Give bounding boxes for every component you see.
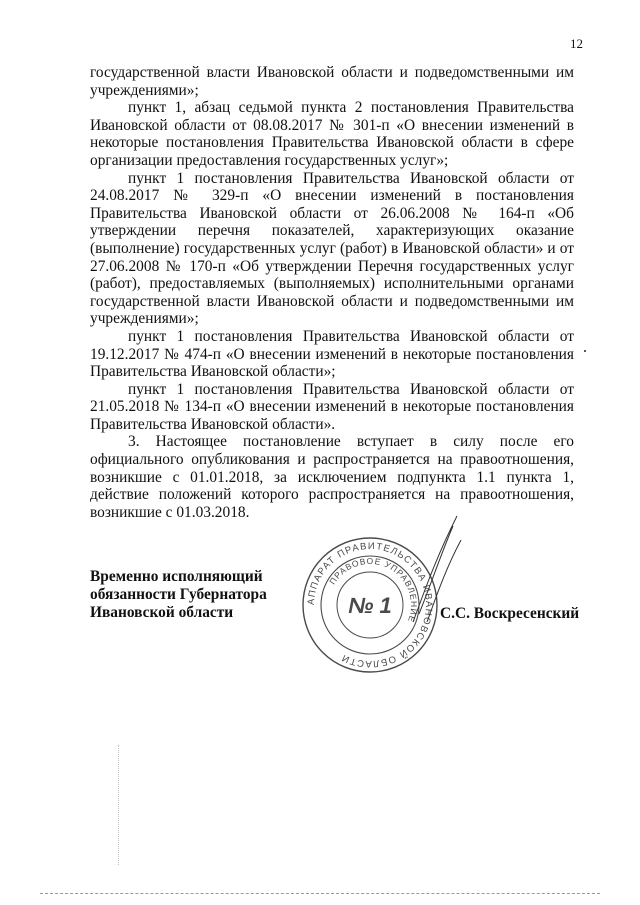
signatory-title — [90, 568, 267, 622]
stamp-outer-text: АППАРАТ ПРАВИТЕЛЬСТВА ИВАНОВСКОЙ ОБЛАСТИ — [305, 540, 435, 670]
scan-artifact — [584, 350, 586, 352]
scan-artifact — [118, 745, 121, 865]
signatory-name: С.С. Воскресенский — [440, 605, 580, 622]
stamp-inner-text: ПРАВОВОЕ УПРАВЛЕНИЕ — [327, 555, 420, 625]
signatory-title-line: Ивановской области — [90, 604, 234, 621]
stamp-number: № 1 — [348, 593, 392, 618]
paragraph: пункт 1 постановления Правительства Ивановской области от 19.12.2017 № 474-п «О внесении изменений в некоторые постановления Правительства Ивановской области»; — [90, 327, 574, 381]
signatory-title-line: обязанности Губернатора — [90, 586, 267, 603]
signatory-title-line: Временно исполняющий — [90, 568, 263, 585]
paragraph: пункт 1 постановления Правительства Ивановской области от 21.05.2018 № 134-п «О внесении изменений в некоторые постановления Правительства Ивановской области». — [90, 380, 574, 433]
paragraph: 3. Настоящее постановление вступает в силу после его официального опубликования и распространяется на правоотношения, возникшие с 01.01.2018, за исключением подпункта 1.1 пункта 1, действие положений которого распространяется на правоотношения, возникшие с 01.03.2018. — [90, 433, 574, 521]
paragraph: пункт 1, абзац седьмой пункта 2 постановления Правительства Ивановской области от 08.08.2017 № 301-п «О внесении изменений в некоторые постановления Правительства Ивановской области в сфере организации предоставления государственных услуг»; — [90, 99, 574, 169]
document-body — [90, 64, 574, 521]
paragraph: государственной власти Ивановской области и подведомственными им учреждениями»; — [90, 64, 574, 99]
paragraph: пункт 1 постановления Правительства Ивановской области от 24.08.2017 № 329-п «О внесении изменений в постановления Правительства Ивановской области от 26.06.2008 № 164-п «Об утверждении перечня показателей, характеризующих оказание (выполнение) государственных услуг (работ) в Ивановской области» и от 27.06.2008 № 170-п «Об утверждении Перечня государственных услуг (работ), предоставляемых (выполняемых) исполнительными органами государственной власти Ивановской области и подведомственными им учреждениями»; — [90, 169, 574, 328]
page-number: 12 — [570, 36, 583, 51]
bottom-rule — [40, 893, 600, 895]
